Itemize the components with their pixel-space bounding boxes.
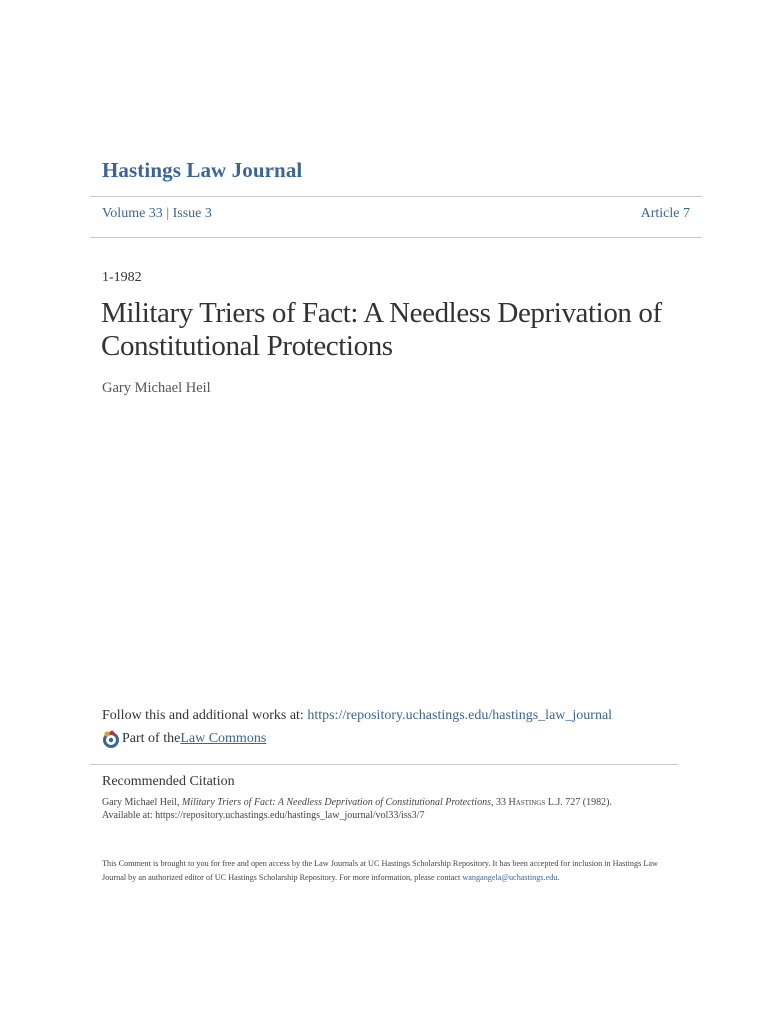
author-name: Gary Michael Heil xyxy=(102,380,211,396)
journal-title[interactable]: Hastings Law Journal xyxy=(102,158,303,182)
network-commons-icon xyxy=(102,730,120,748)
issue-link[interactable]: Issue 3 xyxy=(172,206,212,221)
article-title-line-2: Constitutional Protections xyxy=(101,330,393,362)
citation-line-1 xyxy=(102,796,692,809)
part-of-line xyxy=(102,730,266,748)
law-commons-link[interactable]: Law Commons xyxy=(180,731,267,746)
divider-top xyxy=(90,196,702,197)
citation-volume: , 33 xyxy=(490,797,509,808)
citation-text xyxy=(102,796,692,822)
part-of-prefix: Part of the xyxy=(122,731,181,746)
access-notice-end: . xyxy=(557,873,560,882)
repository-link[interactable]: https://repository.uchastings.edu/hastings_law_journal xyxy=(307,708,613,723)
access-notice-text: This Comment is brought to you for free and open access by the Law Journals at UC Hastings Scholarship Repository. It has been accepted for inclusion in Hastings Law Journal by an authorized editor of UC Hastings Scholarship Repository. For more information, please contact xyxy=(102,859,658,882)
issue-info xyxy=(102,206,212,222)
citation-available-at: Available at: https://repository.uchastings.edu/hastings_law_journal/vol33/iss3/7 xyxy=(102,810,425,821)
recommended-citation-heading: Recommended Citation xyxy=(102,774,235,789)
citation-journal: Hastings xyxy=(508,797,546,808)
article-number-link[interactable]: Article 7 xyxy=(640,206,690,221)
article-title xyxy=(101,297,701,363)
publication-date: 1-1982 xyxy=(102,270,142,285)
issue-bar xyxy=(102,206,690,222)
citation-title: Military Triers of Fact: A Needless Deprivation of Constitutional Protections xyxy=(181,797,491,808)
follow-line xyxy=(102,708,612,724)
divider-citation xyxy=(90,764,678,765)
volume-link[interactable]: Volume 33 xyxy=(102,206,163,221)
citation-author: Gary Michael Heil, xyxy=(102,797,182,808)
follow-prefix: Follow this and additional works at: xyxy=(102,708,308,723)
article-title-line-1: Military Triers of Fact: A Needless Deprivation of xyxy=(101,297,662,329)
issue-separator: | xyxy=(166,206,170,221)
access-notice xyxy=(102,857,662,885)
divider-mid xyxy=(90,237,702,238)
citation-rest: L.J. 727 (1982). xyxy=(545,797,612,808)
contact-email-link[interactable]: wangangela@uchastings.edu xyxy=(462,873,558,882)
